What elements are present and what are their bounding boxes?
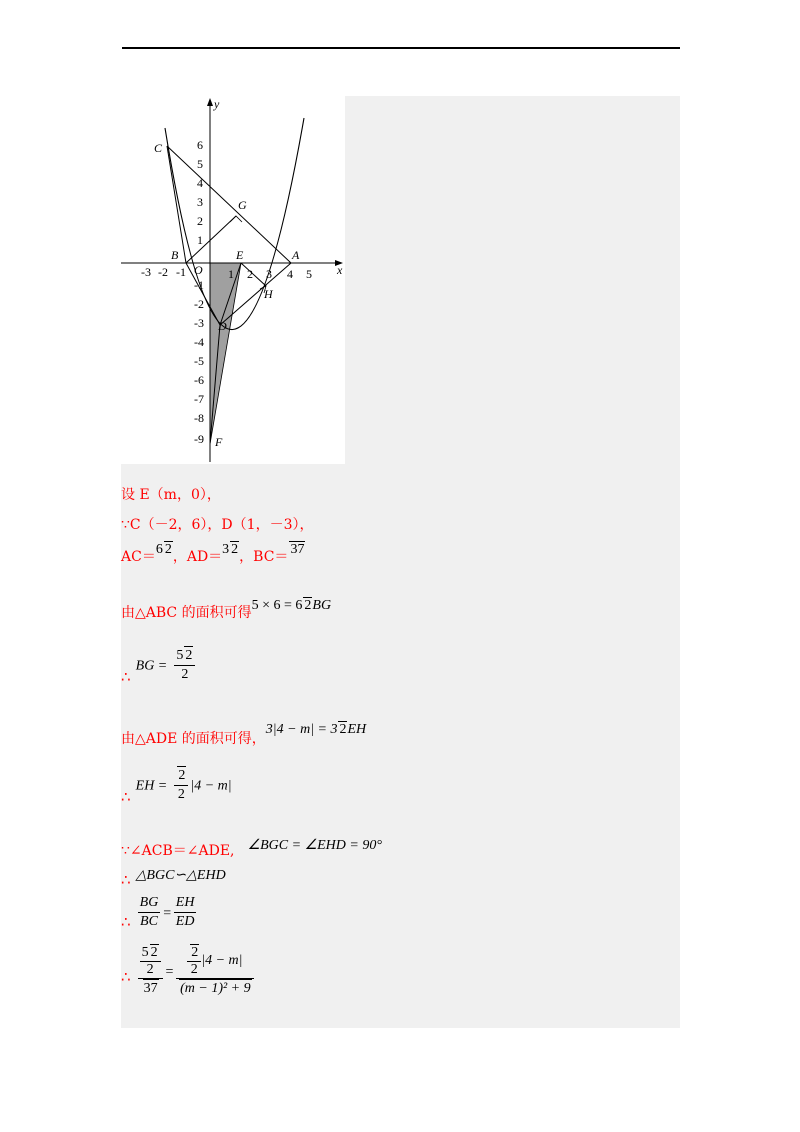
final-left-fraction: $\frac{\frac{5 2}{2}}{37}$: [138, 944, 163, 998]
therefore-symbol: ∴: [121, 871, 131, 889]
header-rule: [122, 47, 680, 49]
segment-BG: [186, 216, 236, 263]
line-abc-area: [121, 598, 332, 622]
point-H-label: H: [264, 287, 273, 301]
line-angle-equal: [121, 834, 382, 859]
area-equation: 5 × 6 = 6 2BG: [251, 598, 332, 613]
ade-equation: 3|4 − m| = 3 2EH: [265, 722, 367, 737]
eh-fraction: $\frac{2}{2}$: [174, 766, 188, 804]
x-tick: -2: [158, 265, 168, 279]
point-E-label: E: [236, 248, 244, 262]
x-tick: -3: [141, 265, 151, 279]
shaded-region: [210, 263, 241, 444]
y-tick: 3: [197, 195, 203, 209]
line-text: 设 E（m，0），: [121, 487, 221, 503]
y-tick: -5: [194, 354, 204, 368]
ratio-right: $\frac{EH}{ED}$: [175, 895, 195, 929]
final-right-fraction: $\frac{2}{2}$ |4 − m| (m − 1)² + 9: [176, 944, 254, 998]
x-tick: -1: [176, 265, 186, 279]
graph-svg: [121, 96, 345, 464]
point-G-label: G: [238, 198, 247, 212]
y-tick: -1: [194, 278, 204, 292]
line-text: 由△ADE 的面积可得，: [121, 731, 266, 747]
y-tick: -6: [194, 373, 204, 387]
point-A-label: A: [292, 248, 300, 262]
x-tick: 5: [306, 267, 312, 281]
coordinate-graph: [121, 96, 345, 464]
equals-sign: =: [162, 906, 172, 921]
therefore-symbol: ∴: [121, 967, 131, 986]
line-text: 由△ABC 的面积可得: [121, 605, 252, 621]
angle-equation: ∠BGC = ∠EHD = 90°: [247, 838, 382, 853]
point-C-label: C: [154, 141, 163, 155]
segment-CB: [167, 146, 186, 263]
x-tick: 3: [266, 267, 272, 281]
therefore-symbol: ∴: [121, 913, 131, 931]
point-F-label: F: [215, 435, 223, 449]
label-ad: ，AD＝: [172, 549, 223, 565]
right-angle-G: [230, 216, 242, 222]
eh-tail: |4 − m|: [190, 778, 232, 794]
equals-sign: =: [164, 964, 175, 980]
y-axis-label: y: [214, 97, 220, 111]
x-axis-label: x: [337, 263, 343, 277]
label-ac: AC＝: [121, 549, 156, 565]
line-eh-value: [121, 766, 232, 804]
line-bg-value: [121, 646, 197, 684]
y-tick: -7: [194, 392, 204, 406]
segment-CA: [167, 146, 291, 263]
line-ratio: [121, 894, 198, 931]
bg-fraction: $\frac{5 2}{2}$: [174, 646, 195, 684]
y-tick: 4: [197, 176, 203, 190]
y-axis-arrow: [207, 98, 213, 106]
segment-EH: [241, 263, 266, 286]
line-set-e: [121, 484, 221, 504]
eh-lhs: EH =: [135, 778, 168, 794]
y-tick: 1: [197, 233, 203, 247]
line-text: ∵∠ACB＝∠ADE,: [121, 843, 235, 859]
x-tick: 4: [287, 267, 293, 281]
line-text: ∵C（－2，6），D（1，－3），: [121, 517, 314, 533]
label-bc: ，BC＝: [239, 549, 289, 565]
y-tick: 6: [197, 138, 203, 152]
value-bc: 37: [290, 542, 305, 557]
y-tick: 5: [197, 157, 203, 171]
line-lengths: [121, 542, 305, 566]
ratio-left: $\frac{BG}{BC}$: [139, 895, 159, 929]
origin-label: O: [194, 263, 203, 277]
y-tick: 2: [197, 214, 203, 228]
x-tick: 2: [247, 267, 253, 281]
therefore-symbol: ∴: [121, 787, 131, 806]
point-D-label: D: [218, 319, 227, 333]
line-similar: [121, 864, 226, 889]
line-ade-area: [121, 718, 367, 747]
point-B-label: B: [171, 248, 179, 262]
value-ac: 6 2: [155, 542, 172, 557]
value-ad: 3 2: [222, 542, 239, 557]
y-tick: -3: [194, 316, 204, 330]
x-tick: 1: [228, 267, 234, 281]
similar-statement: △BGC∽△EHD: [135, 868, 226, 883]
therefore-symbol: ∴: [121, 667, 131, 686]
line-final-equation: [121, 944, 256, 998]
y-tick: -2: [194, 297, 204, 311]
y-tick: -4: [194, 335, 204, 349]
y-tick: -8: [194, 411, 204, 425]
y-tick: -9: [194, 432, 204, 446]
line-given-points: [121, 514, 313, 534]
bg-lhs: BG =: [135, 658, 168, 674]
